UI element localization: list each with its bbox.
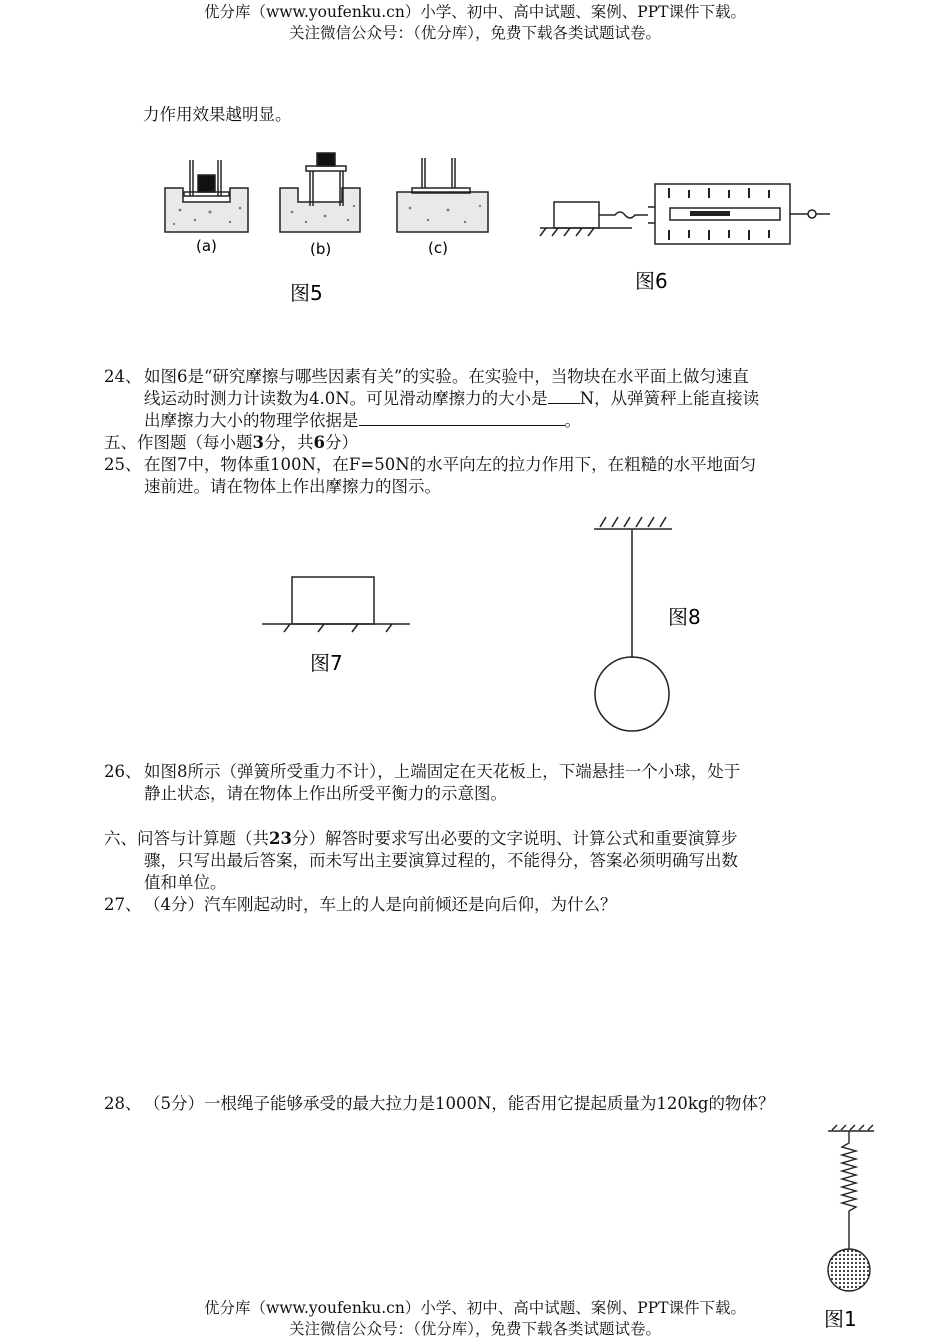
continuation-text: 力作用效果越明显。 bbox=[143, 105, 292, 124]
q24-line-2b: N，从弹簧秤上能直接读 bbox=[579, 389, 760, 408]
q24-line-1: 如图6是“研究摩擦与哪些因素有关”的实验。在实验中，当物块在水平面上做匀速直 bbox=[144, 367, 749, 386]
footer-line-2: 关注微信公众号：（优分库），免费下载各类试题试卷。 bbox=[288, 1320, 661, 1338]
q24-line-3b: 。 bbox=[564, 411, 581, 430]
s6-c: 分）解答时要求写出必要的文字说明、计算公式和重要演算步 bbox=[291, 829, 738, 848]
page-footer bbox=[0, 1298, 950, 1340]
figure-5 bbox=[160, 150, 500, 310]
q28-text: （5分）一根绳子能够承受的最大拉力是1000N，能否用它提起质量为120kg的物体？ bbox=[144, 1094, 775, 1113]
answer-blank-basis[interactable] bbox=[359, 410, 565, 426]
s6-b: 23 bbox=[269, 829, 292, 848]
q24-line-3a: 出摩擦力大小的物理学依据是 bbox=[144, 411, 359, 430]
q26-line-1: 如图8所示（弹簧所受重力不计），上端固定在天花板上，下端悬挂一个小球，处于 bbox=[144, 762, 741, 781]
s5-b2: 6 bbox=[313, 433, 325, 452]
header-line-2: 关注微信公众号：（优分库），免费下载各类试题试卷。 bbox=[288, 24, 661, 42]
fig5-label-b: (b) bbox=[310, 240, 332, 258]
figure-8 bbox=[590, 513, 730, 733]
figure-6 bbox=[540, 180, 840, 300]
fig8-caption: 图8 bbox=[668, 605, 701, 629]
s6-a: 六、问答与计算题（共 bbox=[104, 829, 269, 848]
footer-line-1: 优分库（www.youfenku.cn）小学、初中、高中试题、案例、PPT课件下载。 bbox=[203, 1299, 747, 1317]
q28-number: 28、 bbox=[104, 1094, 142, 1113]
fig7-caption: 图7 bbox=[310, 651, 343, 675]
s5-a: 五、作图题（每小题 bbox=[104, 433, 253, 452]
q27-text: （4分）汽车刚起动时，车上的人是向前倾还是向后仰，为什么？ bbox=[144, 895, 617, 914]
s5-b1: 3 bbox=[252, 433, 264, 452]
s6-line-3: 值和单位。 bbox=[144, 873, 227, 892]
s5-c: 分，共 bbox=[263, 433, 314, 452]
q24-number: 24、 bbox=[104, 367, 142, 386]
figure-7 bbox=[262, 575, 422, 685]
fig5-caption: 图5 bbox=[290, 281, 323, 305]
section-6-heading bbox=[104, 828, 738, 894]
question-27 bbox=[104, 894, 617, 916]
q26-number: 26、 bbox=[104, 762, 142, 781]
question-28 bbox=[104, 1093, 774, 1115]
q27-number: 27、 bbox=[104, 895, 142, 914]
fig6-caption: 图6 bbox=[635, 269, 668, 293]
q24-line-2a: 线运动时测力计读数为4.0N。可见滑动摩擦力的大小是 bbox=[144, 389, 548, 408]
header-line-1: 优分库（www.youfenku.cn）小学、初中、高中试题、案例、PPT课件下载。 bbox=[203, 3, 747, 21]
section-5-heading bbox=[104, 432, 358, 454]
s5-d: 分） bbox=[324, 433, 358, 452]
q25-number: 25、 bbox=[104, 455, 142, 474]
fig5-label-a: (a) bbox=[196, 237, 217, 255]
s6-line-2: 骤，只写出最后答案，而未写出主要演算过程的，不能得分，答案必须明确写出数 bbox=[144, 851, 738, 870]
page-header bbox=[0, 2, 950, 44]
q26-line-2: 静止状态，请在物体上作出所受平衡力的示意图。 bbox=[144, 784, 507, 803]
q25-line-1: 在图7中，物体重100N，在F=50N的水平向左的拉力作用下，在粗糙的水平地面匀 bbox=[144, 455, 757, 474]
fig1-caption: 图1 bbox=[824, 1307, 857, 1331]
answer-blank-friction[interactable] bbox=[548, 388, 580, 404]
q25-line-2: 速前进。请在物体上作出摩擦力的图示。 bbox=[144, 477, 441, 496]
fig5-label-c: (c) bbox=[428, 239, 448, 257]
question-25 bbox=[104, 454, 756, 498]
question-24 bbox=[104, 366, 759, 432]
question-26 bbox=[104, 761, 740, 805]
